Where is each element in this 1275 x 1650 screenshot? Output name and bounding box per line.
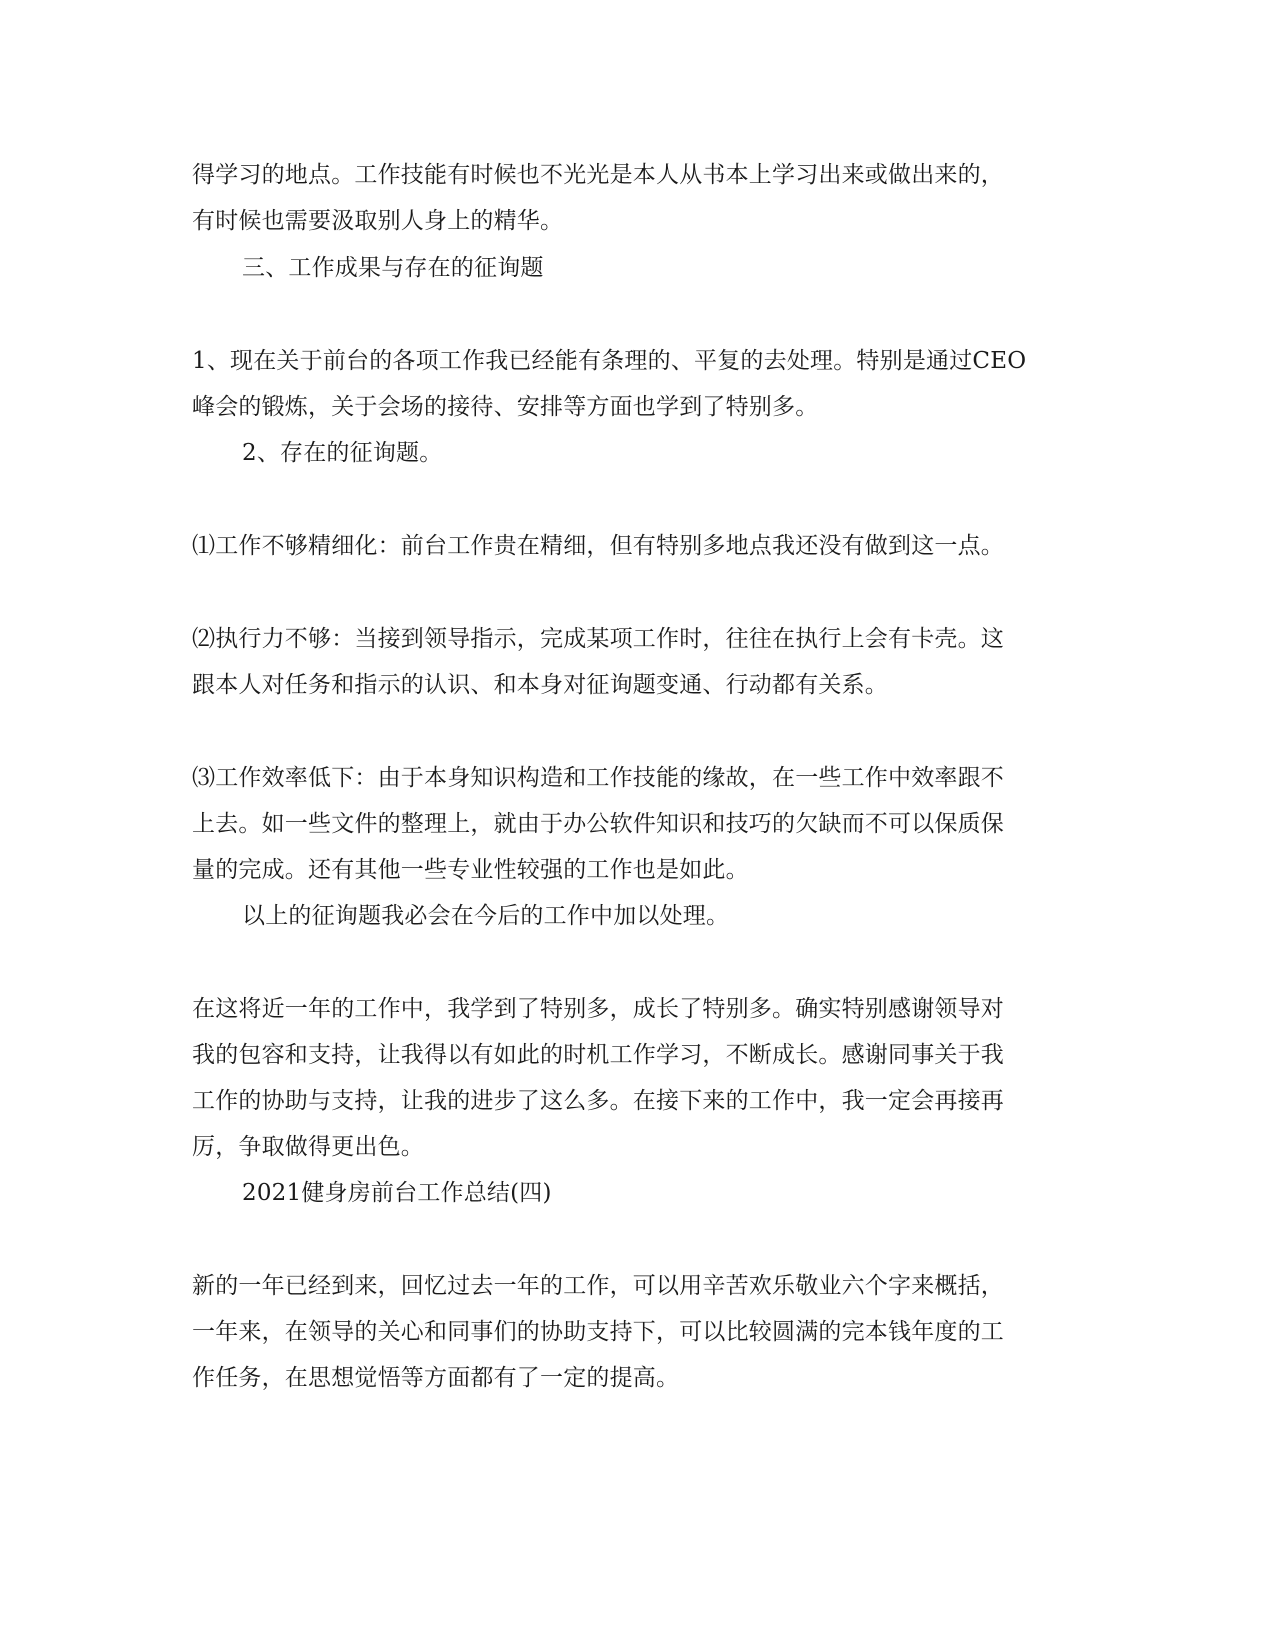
paragraph-line: 跟本人对任务和指示的认识、和本身对征询题变通、行动都有关系。 (192, 672, 888, 698)
paragraph-line: 在这将近一年的工作中，我学到了特别多，成长了特别多。确实特别感谢领导对 (192, 996, 1004, 1022)
paragraph-line: 新的一年已经到来，回忆过去一年的工作，可以用辛苦欢乐敬业六个字来概括， (192, 1273, 1004, 1299)
subheading: 2、存在的征询题。 (242, 440, 443, 466)
paragraph-line: 工作的协助与支持，让我的进步了这么多。在接下来的工作中，我一定会再接再 (192, 1088, 1004, 1114)
paragraph-line: ⑵执行力不够：当接到领导指示，完成某项工作时，往往在执行上会有卡壳。这 (192, 626, 1004, 652)
paragraph-line: 上去。如一些文件的整理上，就由于办公软件知识和技巧的欠缺而不可以保质保 (192, 811, 1004, 837)
paragraph-line: 量的完成。还有其他一些专业性较强的工作也是如此。 (192, 857, 749, 883)
paragraph-line: 厉，争取做得更出色。 (192, 1134, 424, 1160)
paragraph-line: 作任务，在思想觉悟等方面都有了一定的提高。 (192, 1365, 680, 1391)
paragraph-line: 得学习的地点。工作技能有时候也不光光是本人从书本上学习出来或做出来的， (192, 162, 1004, 188)
paragraph-line: 峰会的锻炼，关于会场的接待、安排等方面也学到了特别多。 (192, 394, 819, 420)
paragraph-line: 以上的征询题我必会在今后的工作中加以处理。 (242, 903, 730, 929)
paragraph-line: ⑴工作不够精细化：前台工作贵在精细，但有特别多地点我还没有做到这一点。 (192, 533, 1004, 559)
paragraph-line: 我的包容和支持，让我得以有如此的时机工作学习，不断成长。感谢同事关于我 (192, 1042, 1004, 1068)
paragraph-line: 一年来，在领导的关心和同事们的协助支持下，可以比较圆满的完本钱年度的工 (192, 1319, 1004, 1345)
paragraph-line: ⑶工作效率低下：由于本身知识构造和工作技能的缘故，在一些工作中效率跟不 (192, 765, 1004, 791)
paragraph-line: 1、现在关于前台的各项工作我已经能有条理的、平复的去处理。特别是通过CEO (192, 348, 1027, 374)
section-title: 2021健身房前台工作总结(四) (242, 1180, 552, 1206)
paragraph-line: 有时候也需要汲取别人身上的精华。 (192, 208, 564, 234)
section-heading: 三、工作成果与存在的征询题 (242, 255, 544, 281)
